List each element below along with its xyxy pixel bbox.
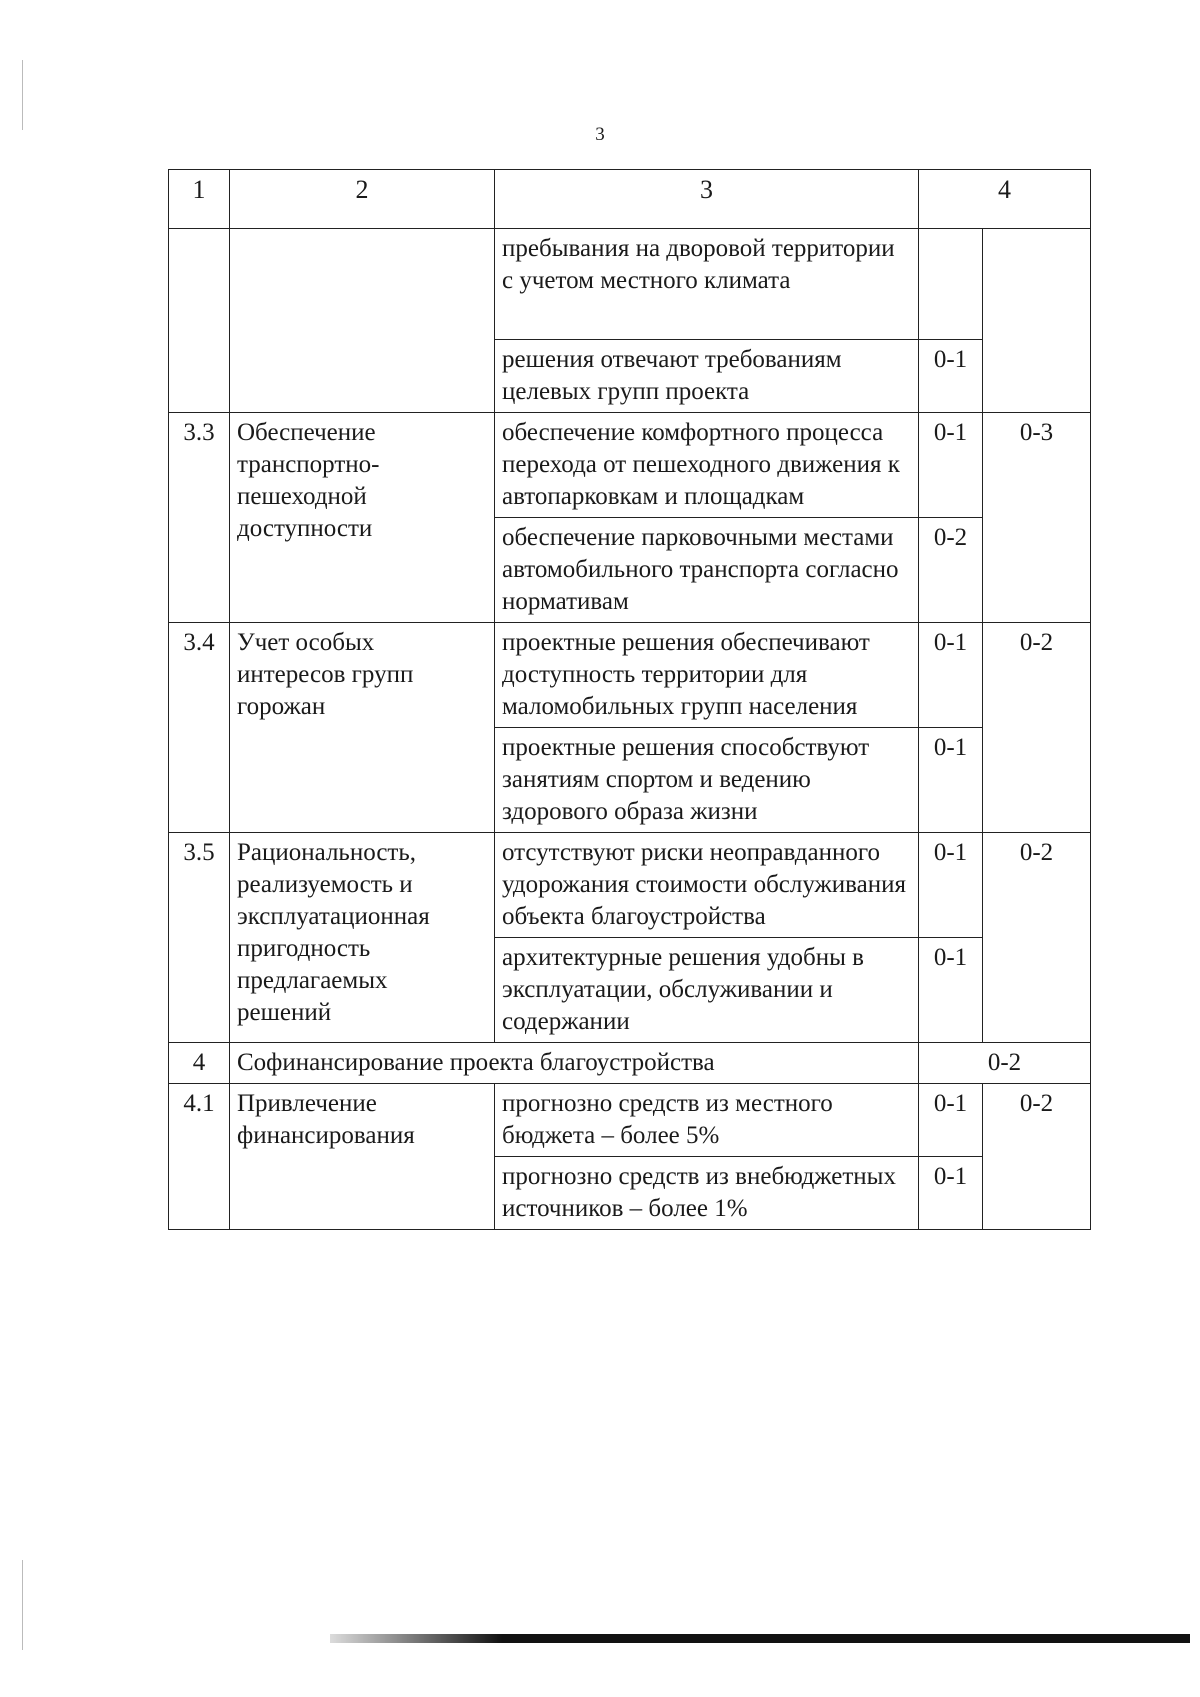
sub-criterion: прогнозно средств из внебюджетных источников – более 1% [495,1157,919,1230]
sub-criterion: проектные решения способствуют занятиям спортом и ведению здорового образа жизни [495,728,919,833]
page-number: 3 [595,124,605,145]
sub-score: 0-1 [919,623,983,728]
header-row [169,170,1091,229]
header-col-2: 2 [230,170,495,229]
table-row [169,1084,1091,1157]
row-number: 3.3 [169,413,230,623]
scan-margin-mark [22,1560,23,1650]
sub-criterion: обеспечение комфортного процесса перехода от пешеходного движения к автопарковкам и площадкам [495,413,919,518]
total-score: 0-2 [983,1084,1091,1230]
total-score: 0-3 [983,413,1091,623]
header-col-4: 4 [919,170,1091,229]
criterion-title: Учет особых интересов групп горожан [230,623,495,833]
scan-margin-mark [22,60,23,130]
section-title: Софинансирование проекта благоустройства [230,1043,919,1084]
sub-criterion: решения отвечают требованиям целевых групп проекта [495,340,919,413]
scan-edge-line [330,1634,1190,1643]
total-score [983,229,1091,413]
sub-score: 0-1 [919,1157,983,1230]
table-row [169,833,1091,938]
sub-criterion: отсутствуют риски неоправданного удорожания стоимости обслуживания объекта благоустройства [495,833,919,938]
sub-score: 0-1 [919,340,983,413]
sub-criterion: пребывания на дворовой территории с учетом местного климата [495,229,919,340]
sub-criterion: прогнозно средств из местного бюджета – более 5% [495,1084,919,1157]
criterion-title: Рациональность, реализуемость и эксплуатационная пригодность предлагаемых решений [230,833,495,1043]
sub-criterion: проектные решения обеспечивают доступность территории для маломобильных групп населения [495,623,919,728]
row-number: 4 [169,1043,230,1084]
sub-score: 0-1 [919,833,983,938]
table-row [169,229,1091,340]
row-number: 3.4 [169,623,230,833]
criterion-title: Обеспечение транспортно-пешеходной доступности [230,413,495,623]
sub-criterion: архитектурные решения удобны в эксплуатации, обслуживании и содержании [495,938,919,1043]
sub-criterion: обеспечение парковочными местами автомобильного транспорта согласно нормативам [495,518,919,623]
total-score: 0-2 [983,623,1091,833]
row-number: 4.1 [169,1084,230,1230]
row-number [169,229,230,413]
sub-score: 0-1 [919,938,983,1043]
header-col-3: 3 [495,170,919,229]
table-row [169,413,1091,518]
sub-score: 0-1 [919,1084,983,1157]
sub-score: 0-1 [919,728,983,833]
sub-score: 0-1 [919,413,983,518]
total-score: 0-2 [983,833,1091,1043]
criteria-table [168,169,1091,1230]
header-col-1: 1 [169,170,230,229]
total-score: 0-2 [919,1043,1091,1084]
criterion-title: Привлечение финансирования [230,1084,495,1230]
criterion-title [230,229,495,413]
sub-score [919,229,983,340]
row-number: 3.5 [169,833,230,1043]
table-row [169,623,1091,728]
table-row [169,1043,1091,1084]
sub-score: 0-2 [919,518,983,623]
